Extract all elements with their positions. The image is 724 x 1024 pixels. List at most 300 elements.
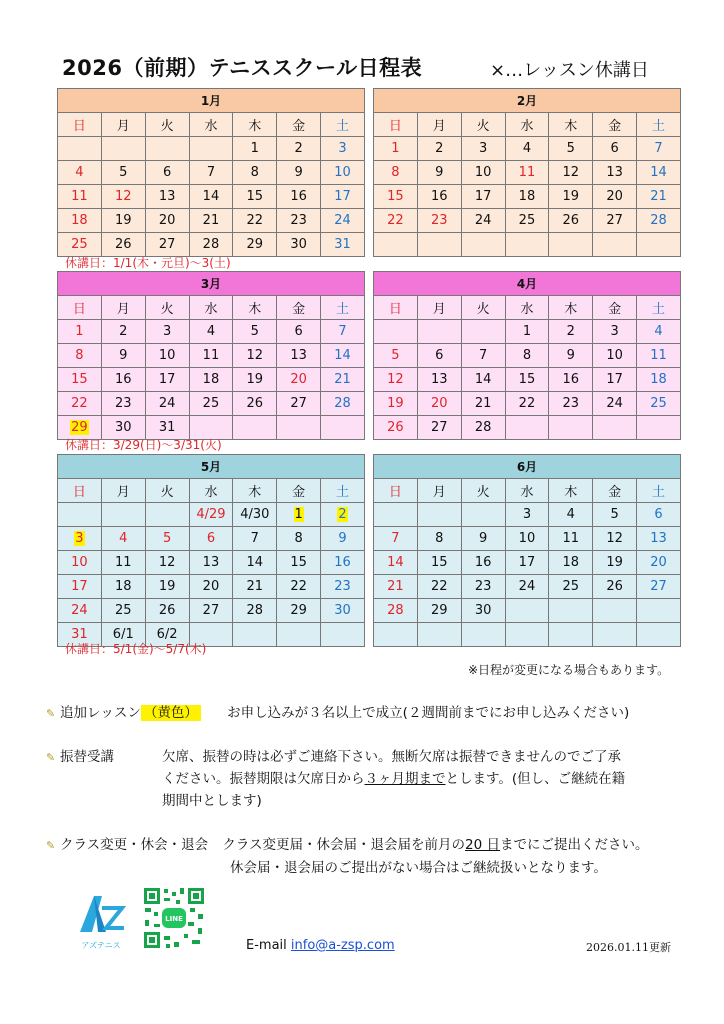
day-cell: 16 [417,185,461,209]
email-label: E-mail [246,938,287,953]
email-link[interactable]: info@a-zsp.com [290,938,395,953]
line-qr-code [142,886,206,950]
day-cell: 25 [58,233,102,257]
weekday-header: 火 [145,479,189,503]
day-cell: 14 [374,551,418,575]
day-cell: 9 [321,527,365,551]
weekday-header: 火 [461,296,505,320]
day-cell: 11 [549,527,593,551]
empty-cell [593,599,637,623]
weekday-header: 金 [277,296,321,320]
day-cell: 17 [593,368,637,392]
day-cell: 19 [549,185,593,209]
day-cell: 19 [593,551,637,575]
page-title: 2026（前期）テニススクール日程表 [62,56,423,80]
empty-cell [505,599,549,623]
weekday-header: 日 [58,296,102,320]
weekday-header: 火 [461,479,505,503]
weekday-header: 日 [374,296,418,320]
day-cell: 3 [58,527,102,551]
day-cell: 26 [233,392,277,416]
weekday-header: 火 [145,113,189,137]
day-cell: 30 [277,233,321,257]
day-cell: 13 [145,185,189,209]
day-cell: 16 [549,368,593,392]
day-cell: 18 [549,551,593,575]
day-cell: 29 [233,233,277,257]
day-cell: 4/29 [189,503,233,527]
day-cell: 25 [189,392,233,416]
day-cell: 26 [593,575,637,599]
day-cell: 7 [461,344,505,368]
day-cell: 4 [101,527,145,551]
day-cell: 5 [374,344,418,368]
weekday-header: 日 [58,479,102,503]
empty-cell [461,320,505,344]
day-cell: 18 [101,575,145,599]
day-cell: 31 [321,233,365,257]
day-cell: 26 [145,599,189,623]
month-header: 2月 [374,89,681,113]
empty-cell [145,137,189,161]
day-cell: 8 [277,527,321,551]
day-cell: 10 [321,161,365,185]
day-cell: 18 [637,368,681,392]
empty-cell [637,623,681,647]
day-cell: 25 [505,209,549,233]
day-cell: 16 [461,551,505,575]
day-cell: 28 [461,416,505,440]
day-cell: 25 [549,575,593,599]
calendar-mar [57,271,365,440]
day-cell: 4 [637,320,681,344]
day-cell: 28 [321,392,365,416]
day-cell: 22 [505,392,549,416]
weekday-header: 月 [417,296,461,320]
day-cell: 19 [374,392,418,416]
day-cell: 7 [321,320,365,344]
day-cell: 13 [417,368,461,392]
pin-icon: ✎ [46,839,56,852]
day-cell: 13 [277,344,321,368]
empty-cell [145,503,189,527]
day-cell: 6 [189,527,233,551]
day-cell: 9 [101,344,145,368]
day-cell: 16 [101,368,145,392]
day-cell: 29 [58,416,102,440]
day-cell: 28 [233,599,277,623]
weekday-header: 日 [58,113,102,137]
calendar-may [57,454,365,647]
day-cell: 20 [189,575,233,599]
qr-label: LINE [165,915,183,923]
day-cell: 2 [101,320,145,344]
transfer-line-3: 期間中とします) [162,793,262,809]
day-cell: 18 [58,209,102,233]
day-cell: 21 [637,185,681,209]
day-cell: 23 [277,209,321,233]
closure-note-q1: 休講日：1/1(木・元旦)～3(土) [65,256,231,270]
weekday-header: 土 [637,113,681,137]
weekday-header: 金 [277,113,321,137]
change-line-1: クラス変更届・休会届・退会届を前月の20 日までにご提出ください。 [222,837,649,853]
day-cell: 31 [145,416,189,440]
day-cell: 11 [58,185,102,209]
day-cell: 13 [593,161,637,185]
day-cell: 13 [189,551,233,575]
day-cell: 7 [189,161,233,185]
day-cell: 7 [637,137,681,161]
day-cell: 23 [321,575,365,599]
weekday-header: 木 [549,479,593,503]
month-header: 6月 [374,455,681,479]
empty-cell [58,137,102,161]
day-cell: 15 [277,551,321,575]
day-cell: 23 [417,209,461,233]
day-cell: 9 [461,527,505,551]
day-cell: 27 [145,233,189,257]
day-cell: 21 [189,209,233,233]
day-cell: 18 [505,185,549,209]
weekday-header: 日 [374,113,418,137]
empty-cell [461,233,505,257]
day-cell: 9 [277,161,321,185]
day-cell: 15 [233,185,277,209]
day-cell: 15 [58,368,102,392]
day-cell: 1 [277,503,321,527]
calendar-jan [57,88,365,257]
day-cell: 12 [593,527,637,551]
day-cell: 22 [58,392,102,416]
day-cell: 14 [637,161,681,185]
day-cell: 24 [321,209,365,233]
day-cell: 20 [593,185,637,209]
weekday-header: 水 [189,113,233,137]
weekday-header: 木 [233,296,277,320]
day-cell: 29 [277,599,321,623]
day-cell: 14 [233,551,277,575]
quarter-1 [57,88,681,257]
weekday-header: 金 [593,113,637,137]
day-cell: 17 [461,185,505,209]
disclaimer: ※日程が変更になる場合もあります。 [468,663,670,677]
empty-cell [374,320,418,344]
empty-cell [593,623,637,647]
day-cell: 28 [374,599,418,623]
day-cell: 24 [461,209,505,233]
day-cell: 5 [101,161,145,185]
day-cell: 20 [637,551,681,575]
day-cell: 2 [321,503,365,527]
day-cell: 2 [549,320,593,344]
legend: ×…レッスン休講日 [490,60,649,81]
day-cell: 4/30 [233,503,277,527]
weekday-header: 月 [417,479,461,503]
weekday-header: 火 [145,296,189,320]
closure-note-q3: 休講日：5/1(金)～5/7(木) [65,642,207,656]
day-cell: 1 [58,320,102,344]
day-cell: 8 [233,161,277,185]
empty-cell [189,137,233,161]
weekday-header: 火 [461,113,505,137]
empty-cell [505,233,549,257]
empty-cell [593,416,637,440]
day-cell: 6 [593,137,637,161]
quarter-2 [57,271,681,440]
updated-date: 2026.01.11更新 [586,941,671,954]
empty-cell [593,233,637,257]
empty-cell [321,623,365,647]
day-cell: 12 [374,368,418,392]
empty-cell [461,623,505,647]
day-cell: 21 [461,392,505,416]
calendar-jun [373,454,681,647]
pin-icon: ✎ [46,751,56,764]
day-cell: 1 [374,137,418,161]
empty-cell [374,623,418,647]
day-cell: 22 [233,209,277,233]
day-cell: 5 [233,320,277,344]
day-cell: 21 [233,575,277,599]
day-cell: 7 [374,527,418,551]
day-cell: 24 [145,392,189,416]
weekday-header: 土 [321,296,365,320]
empty-cell [417,233,461,257]
day-cell: 24 [505,575,549,599]
day-cell: 26 [101,233,145,257]
empty-cell [549,416,593,440]
empty-cell [549,599,593,623]
day-cell: 19 [145,575,189,599]
day-cell: 23 [549,392,593,416]
day-cell: 22 [374,209,418,233]
day-cell: 8 [374,161,418,185]
day-cell: 4 [505,137,549,161]
day-cell: 3 [505,503,549,527]
empty-cell [505,416,549,440]
day-cell: 14 [189,185,233,209]
day-cell: 10 [593,344,637,368]
weekday-header: 土 [637,296,681,320]
weekday-header: 土 [637,479,681,503]
empty-cell [374,503,418,527]
transfer-line-1: 欠席、振替の時は必ずご連絡下さい。無断欠席は振替できませんのでご了承 [162,749,621,765]
day-cell: 11 [101,551,145,575]
day-cell: 19 [101,209,145,233]
extra-highlight: （黄色） [141,705,201,721]
weekday-header: 日 [374,479,418,503]
weekday-header: 木 [233,479,277,503]
weekday-header: 水 [505,296,549,320]
day-cell: 4 [189,320,233,344]
empty-cell [637,233,681,257]
day-cell: 16 [321,551,365,575]
day-cell: 6 [145,161,189,185]
change-line-2: 休会届・退会届のご提出がない場合はご継続扱いとなります。 [230,860,607,876]
extra-lesson-section [46,702,629,725]
day-cell: 24 [593,392,637,416]
closure-note-q2: 休講日：3/29(日)～3/31(火) [65,438,222,452]
weekday-header: 木 [233,113,277,137]
day-cell: 15 [505,368,549,392]
empty-cell [374,233,418,257]
transfer-line-2: ください。振替期限は欠席日から３ヶ月期までとします。(但し、ご継続在籍 [162,771,626,787]
day-cell: 28 [637,209,681,233]
day-cell: 24 [58,599,102,623]
day-cell: 8 [505,344,549,368]
day-cell: 30 [461,599,505,623]
day-cell: 16 [277,185,321,209]
day-cell: 28 [189,233,233,257]
day-cell: 1 [233,137,277,161]
quarter-3 [57,454,681,647]
day-cell: 17 [505,551,549,575]
day-cell: 12 [549,161,593,185]
empty-cell [549,233,593,257]
empty-cell [461,503,505,527]
transfer-label: 振替受講 [60,749,114,765]
day-cell: 6 [277,320,321,344]
month-header: 4月 [374,272,681,296]
pin-icon: ✎ [46,707,56,720]
empty-cell [101,137,145,161]
day-cell: 19 [233,368,277,392]
empty-cell [58,503,102,527]
extra-label: 追加レッスン [60,705,141,721]
empty-cell [321,416,365,440]
weekday-header: 木 [549,296,593,320]
day-cell: 27 [417,416,461,440]
day-cell: 25 [101,599,145,623]
day-cell: 17 [145,368,189,392]
day-cell: 6/2 [145,623,189,647]
day-cell: 25 [637,392,681,416]
day-cell: 22 [277,575,321,599]
weekday-header: 金 [593,479,637,503]
day-cell: 20 [145,209,189,233]
empty-cell [505,623,549,647]
day-cell: 3 [461,137,505,161]
contact-email [246,938,395,953]
day-cell: 29 [417,599,461,623]
day-cell: 9 [549,344,593,368]
day-cell: 1 [505,320,549,344]
day-cell: 4 [58,161,102,185]
day-cell: 3 [593,320,637,344]
weekday-header: 月 [417,113,461,137]
weekday-header: 木 [549,113,593,137]
day-cell: 23 [101,392,145,416]
month-header: 1月 [58,89,365,113]
day-cell: 26 [374,416,418,440]
empty-cell [233,416,277,440]
empty-cell [417,503,461,527]
day-cell: 9 [417,161,461,185]
empty-cell [637,416,681,440]
day-cell: 12 [233,344,277,368]
empty-cell [417,320,461,344]
day-cell: 22 [417,575,461,599]
day-cell: 14 [321,344,365,368]
day-cell: 8 [417,527,461,551]
empty-cell [101,503,145,527]
day-cell: 17 [321,185,365,209]
day-cell: 27 [189,599,233,623]
day-cell: 20 [277,368,321,392]
day-cell: 5 [593,503,637,527]
weekday-header: 水 [189,479,233,503]
weekday-header: 土 [321,479,365,503]
month-header: 3月 [58,272,365,296]
day-cell: 27 [593,209,637,233]
month-header: 5月 [58,455,365,479]
day-cell: 4 [549,503,593,527]
day-cell: 13 [637,527,681,551]
weekday-header: 月 [101,479,145,503]
weekday-header: 水 [189,296,233,320]
weekday-header: 水 [505,113,549,137]
extra-text: お申し込みが３名以上で成立(２週間前までにお申し込みください) [227,705,630,721]
day-cell: 10 [461,161,505,185]
day-cell: 8 [58,344,102,368]
day-cell: 5 [549,137,593,161]
day-cell: 2 [417,137,461,161]
empty-cell [277,416,321,440]
day-cell: 20 [417,392,461,416]
day-cell: 21 [374,575,418,599]
day-cell: 30 [321,599,365,623]
day-cell: 17 [58,575,102,599]
logo-text: アズテニス [81,941,121,950]
day-cell: 6 [417,344,461,368]
empty-cell [637,599,681,623]
change-section [46,834,706,879]
day-cell: 3 [321,137,365,161]
day-cell: 10 [58,551,102,575]
weekday-header: 月 [101,296,145,320]
day-cell: 6/1 [101,623,145,647]
day-cell: 27 [277,392,321,416]
empty-cell [417,623,461,647]
empty-cell [233,623,277,647]
empty-cell [549,623,593,647]
change-label: クラス変更・休会・退会 [60,837,209,853]
day-cell: 23 [461,575,505,599]
calendar-apr [373,271,681,440]
weekday-header: 月 [101,113,145,137]
day-cell: 11 [189,344,233,368]
calendar-feb [373,88,681,257]
day-cell: 18 [189,368,233,392]
day-cell: 15 [417,551,461,575]
day-cell: 2 [277,137,321,161]
day-cell: 10 [145,344,189,368]
day-cell: 21 [321,368,365,392]
day-cell: 30 [101,416,145,440]
day-cell: 7 [233,527,277,551]
day-cell: 11 [505,161,549,185]
empty-cell [277,623,321,647]
day-cell: 10 [505,527,549,551]
day-cell: 6 [637,503,681,527]
day-cell: 12 [145,551,189,575]
day-cell: 27 [637,575,681,599]
day-cell: 5 [145,527,189,551]
day-cell: 3 [145,320,189,344]
day-cell: 15 [374,185,418,209]
weekday-header: 金 [593,296,637,320]
day-cell: 26 [549,209,593,233]
